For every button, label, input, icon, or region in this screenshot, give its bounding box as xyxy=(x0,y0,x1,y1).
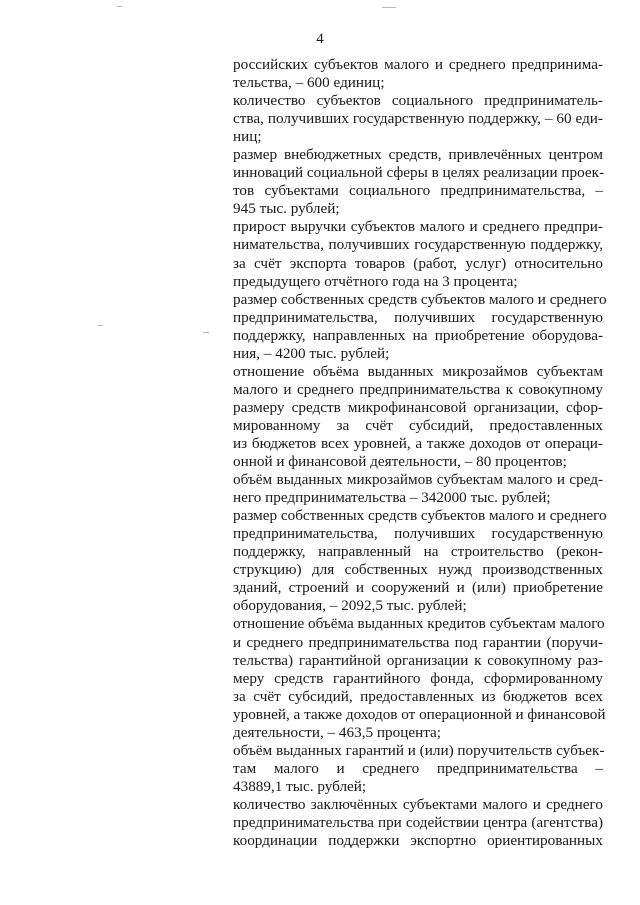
text-line: размеру средств микрофинансовой организации, сфор- xyxy=(233,398,603,416)
text-line: малого и среднего предпринимательства к совокупному xyxy=(233,380,603,398)
text-line: предыдущего отчётного года на 3 процента; xyxy=(233,272,518,290)
text-line: мированному за счёт субсидий, предоставленных xyxy=(233,416,603,434)
text-line: количество субъектов социального предприниматель- xyxy=(233,92,603,110)
text-line: предпринимательства при содействии центра (агентства) xyxy=(233,813,603,831)
scan-speck xyxy=(382,7,396,8)
text-line: координации поддержки экспортно ориентированных xyxy=(233,832,603,850)
page-number: 4 xyxy=(316,31,324,47)
text-line: деятельности, – 463,5 процента; xyxy=(233,723,441,741)
text-line: поддержку, направленных на приобретение оборудова- xyxy=(233,326,603,344)
text-line: размер собственных средств субъектов малого и среднего xyxy=(233,507,607,525)
text-line: тельства) гарантийной организации к совокупному раз- xyxy=(233,651,603,669)
text-line: ниц; xyxy=(233,128,262,146)
text-line: объём выданных гарантий и (или) поручительств субъек- xyxy=(233,741,605,759)
text-line: размер собственных средств субъектов малого и среднего xyxy=(233,290,607,308)
text-line: тельства, – 600 единиц; xyxy=(233,74,385,92)
text-line: нимательства, получивших государственную поддержку, xyxy=(233,236,603,254)
text-line: размер внебюджетных средств, привлечённых центром xyxy=(233,146,603,164)
text-line: ства, получивших государственную поддержку, – 60 еди- xyxy=(233,110,603,128)
text-line: меру средств гарантийного фонда, сформированному xyxy=(233,669,603,687)
text-line: поддержку, направленный на строительство (рекон- xyxy=(233,543,603,561)
scan-speck xyxy=(203,332,209,333)
scan-speck xyxy=(98,325,103,326)
text-line: инноваций социальной сферы в целях реализации проек- xyxy=(233,164,605,182)
text-line: из бюджетов всех уровней, а также доходов от операци- xyxy=(233,434,603,452)
text-line: и среднего предпринимательства под гарантии (поручи- xyxy=(233,633,603,651)
text-line: отношение объёма выданных кредитов субъектам малого xyxy=(233,615,605,633)
text-line: за счёт экспорта товаров (работ, услуг) относительно xyxy=(233,254,603,272)
text-line: тов субъектами социального предпринимательства, – xyxy=(233,182,603,200)
text-line: прирост выручки субъектов малого и среднего предпри- xyxy=(233,218,603,236)
text-line: оборудования, – 2092,5 тыс. рублей; xyxy=(233,597,467,615)
text-line: объём выданных микрозаймов субъектам малого и сред- xyxy=(233,471,603,489)
text-line: 43889,1 тыс. рублей; xyxy=(233,777,367,795)
scan-speck xyxy=(117,6,122,7)
text-line: зданий, строений и сооружений и (или) приобретение xyxy=(233,579,603,597)
text-line: предпринимательства, получивших государственную xyxy=(233,525,603,543)
text-line: онной и финансовой деятельности, – 80 процентов; xyxy=(233,453,567,471)
text-line: него предпринимательства – 342000 тыс. рублей; xyxy=(233,489,551,507)
document-body-text xyxy=(233,56,607,850)
text-line: струкцию) для собственных нужд производственных xyxy=(233,561,603,579)
text-line: 945 тыс. рублей; xyxy=(233,200,340,218)
text-line: российских субъектов малого и среднего предпринима- xyxy=(233,56,603,73)
text-line: количество заключённых субъектами малого и среднего xyxy=(233,795,603,813)
text-line: за счёт субсидий, предоставленных из бюджетов всех xyxy=(233,687,603,705)
text-line: отношение объёма выданных микрозаймов субъектам xyxy=(233,362,603,380)
text-line: ния, – 4200 тыс. рублей; xyxy=(233,344,390,362)
text-line: там малого и среднего предпринимательства – xyxy=(233,759,603,777)
text-line: уровней, а также доходов от операционной и финансовой xyxy=(233,705,606,723)
text-line: предпринимательства, получивших государственную xyxy=(233,308,603,326)
